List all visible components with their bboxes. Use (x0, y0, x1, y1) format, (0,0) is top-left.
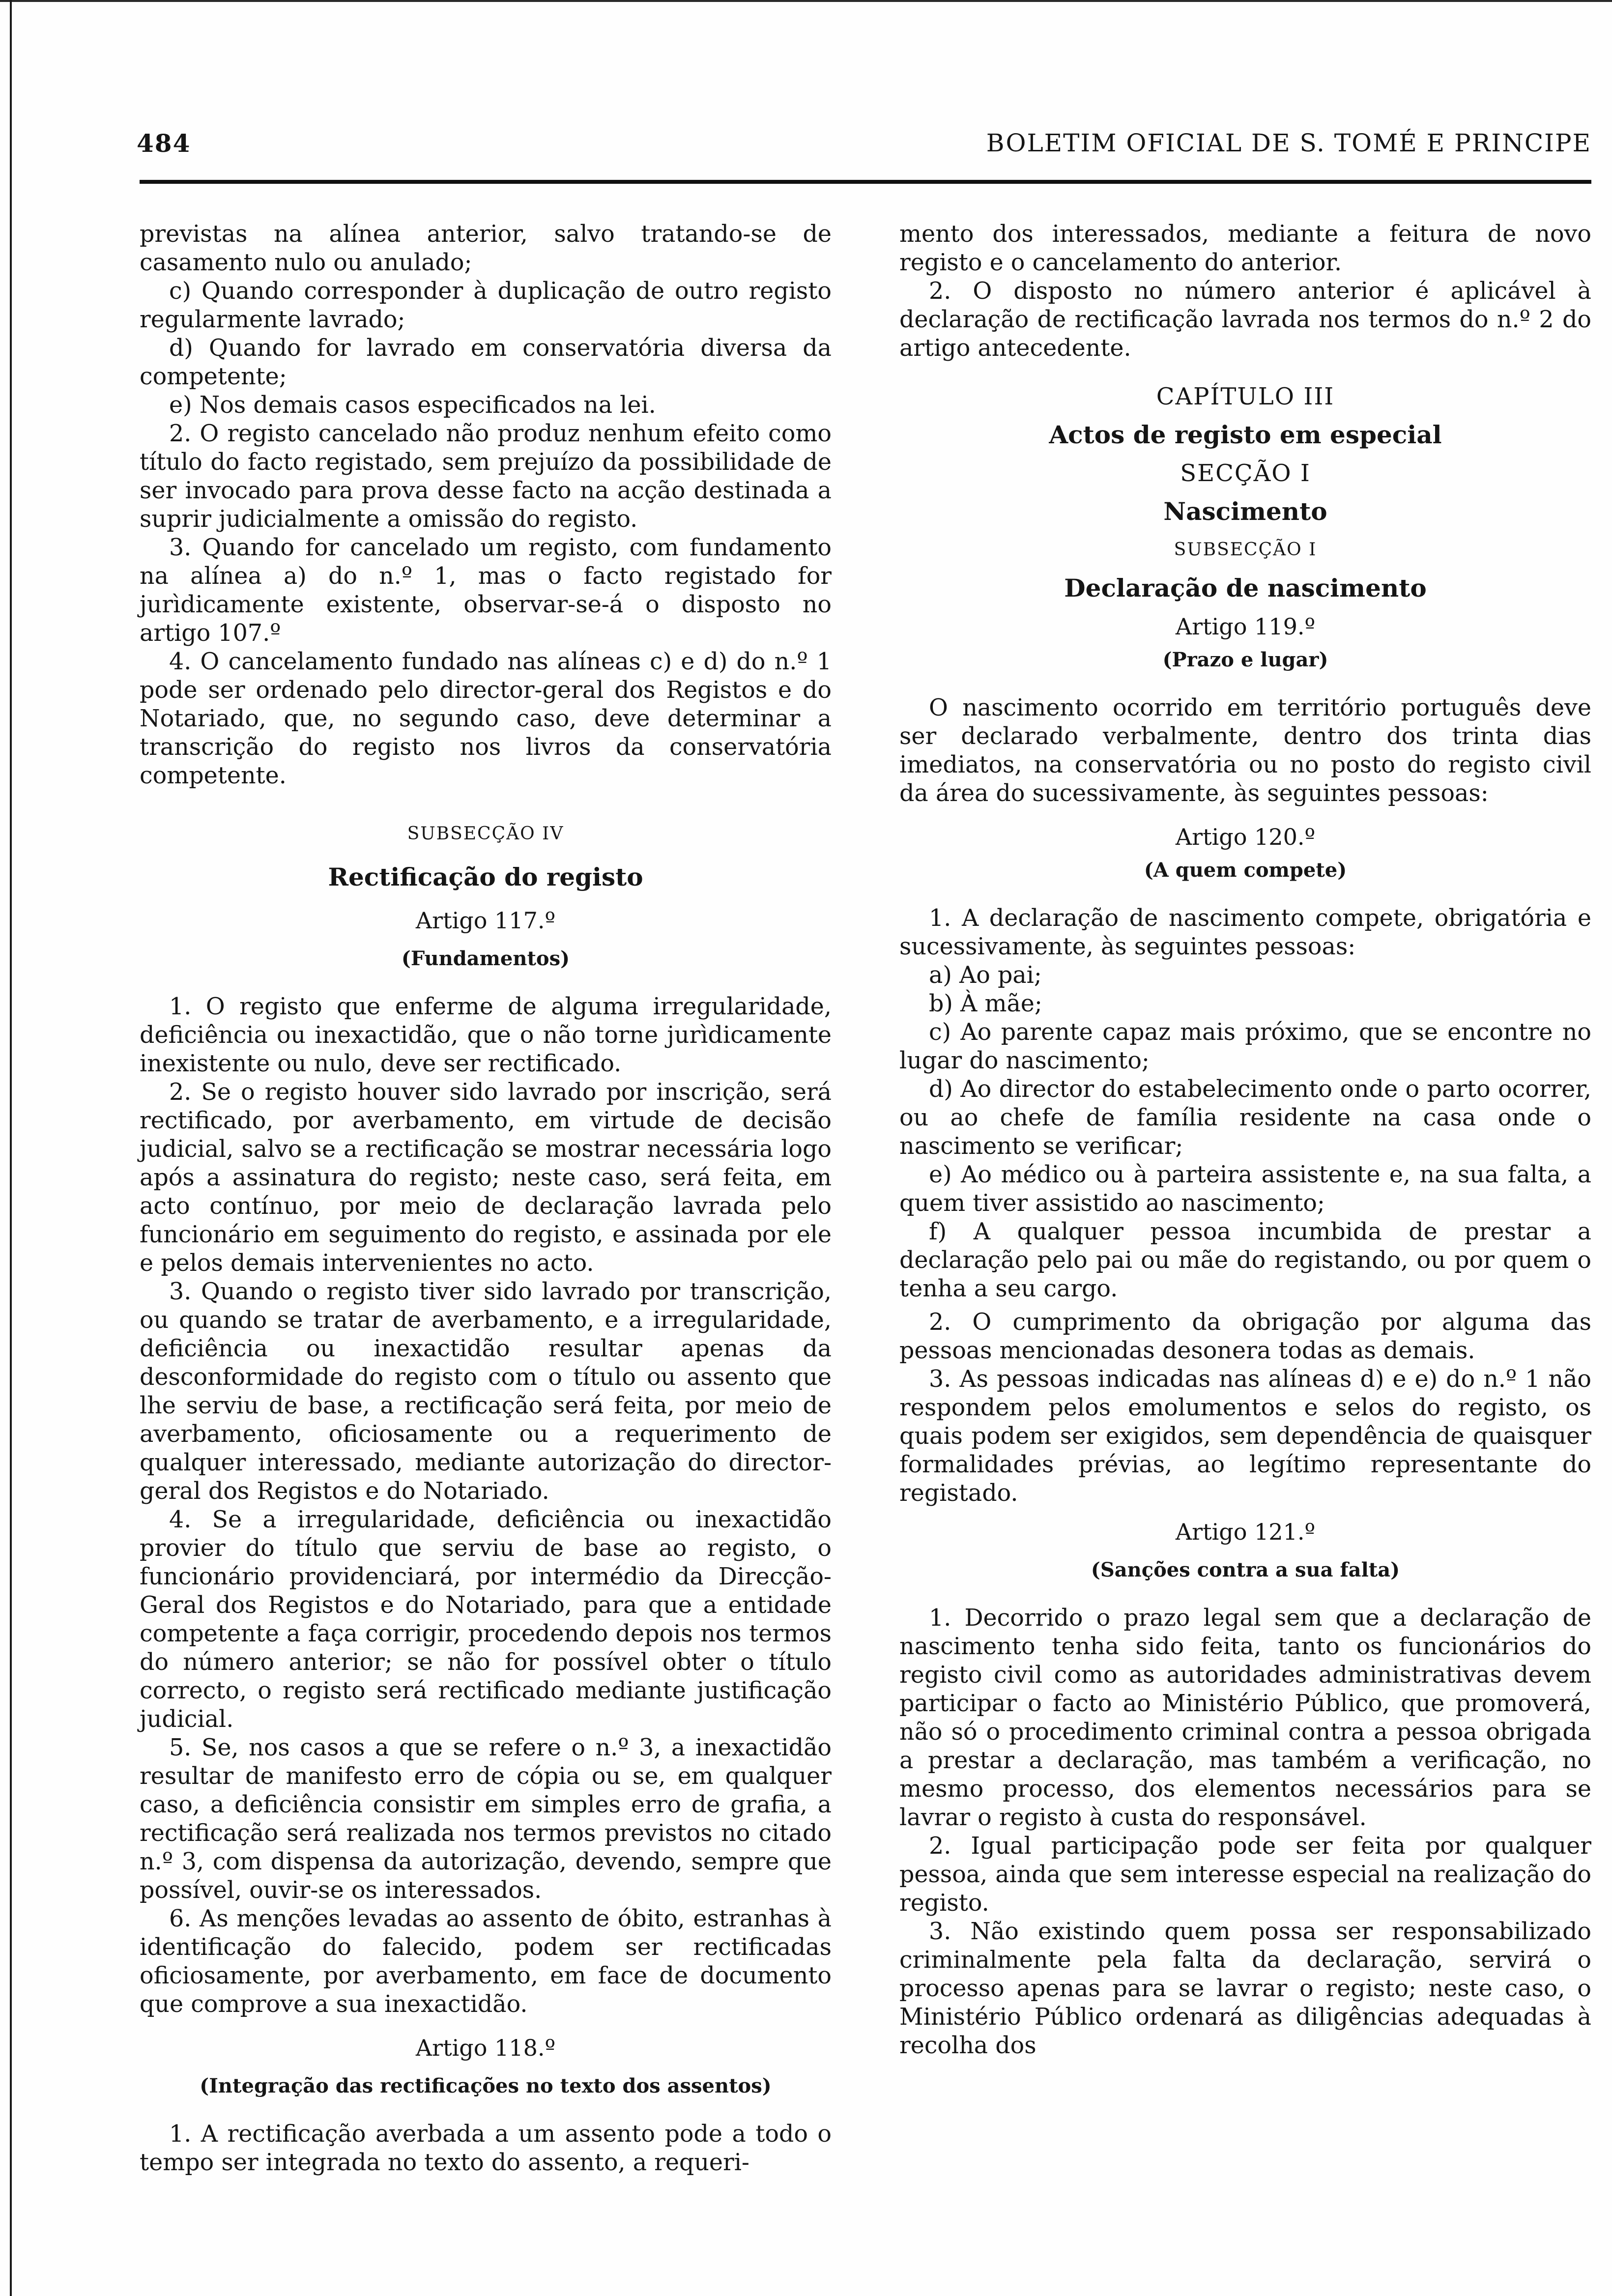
paragraph: c) Quando corresponder à duplicação de outro registo regularmente lavrado; (140, 278, 832, 333)
paragraph: 2. O registo cancelado não produz nenhum efeito como título do facto registado, sem prejuízo da possibilidade de ser invocado para prova desse facto na acção destinada a suprir judicialmente a omissão do registo. (140, 420, 832, 533)
paragraph: e) Nos demais casos especificados na lei. (169, 392, 656, 419)
subsection-label: SUBSECÇÃO IV (407, 824, 564, 844)
paragraph: 4. O cancelamento fundado nas alíneas c) e d) do n.º 1 pode ser ordenado pelo director-geral dos Registos e do Notariado, que, no segundo caso, deve determinar a transcrição do registo nos livros da conservatória competente. (140, 648, 832, 789)
right-column (899, 220, 1591, 2060)
paragraph: 1. A rectificação averbada a um assento pode a todo o tempo ser integrada no texto do assento, a requeri- (140, 2121, 832, 2176)
subsection-label: SUBSECÇÃO I (1174, 540, 1317, 560)
list-item: b) À mãe; (929, 990, 1042, 1017)
paragraph: 5. Se, nos casos a que se refere o n.º 3, a inexactidão resultar de manifesto erro de cópia ou se, em qualquer caso, a deficiência consistir em simples erro de grafia, a rectificação será realizada nos termos previstos no citado n.º 3, com dispensa da autorização, devendo, sempre que possível, ouvir-se os interessados. (140, 1734, 832, 1904)
left-column (140, 220, 832, 2177)
subsection-heading: Declaração de nascimento (1064, 574, 1427, 603)
paragraph: 2. Se o registo houver sido lavrado por inscrição, será rectificado, por averbamento, em virtude de decisão judicial, salvo se a rectificação se mostrar necessária logo após a assinatura do registo; neste caso, será feita, em acto contínuo, por meio de declaração lavrada pelo funcionário em seguimento do registo, e assinada por ele e pelos demais intervenientes no acto. (140, 1079, 832, 1277)
article-title: (A quem compete) (1144, 859, 1347, 882)
section-heading: Rectificação do registo (328, 862, 643, 891)
article-number: Artigo 120.º (1175, 824, 1316, 850)
article-title: (Prazo e lugar) (1162, 648, 1328, 671)
article-number: Artigo 121.º (1175, 1519, 1316, 1545)
section-label: SECÇÃO I (1180, 459, 1311, 487)
article-number: Artigo 118.º (415, 2035, 556, 2061)
list-item: e) Ao médico ou à parteira assistente e, na sua falta, a quem tiver assistido ao nascimento; (899, 1161, 1591, 1217)
article-number: Artigo 119.º (1175, 613, 1316, 640)
paragraph: O nascimento ocorrido em território português deve ser declarado verbalmente, dentro dos trinta dias imediatos, na conservatória ou no posto do registo civil da área do sucessivamente, às seguintes pessoas: (899, 694, 1591, 807)
paragraph: 1. O registo que enferme de alguma irregularidade, deficiência ou inexactidão, que o não torne jurìdicamente inexistente ou nulo, deve ser rectificado. (140, 993, 832, 1077)
chapter-label: CAPÍTULO III (1156, 383, 1335, 410)
paragraph: 4. Se a irregularidade, deficiência ou inexactidão provier do título que serviu de base ao registo, o funcionário providenciará, por intermédio da Direcção-Geral dos Registos e do Notariado, para que a entidade competente a faça corrigir, procedendo depois nos termos do número anterior; se não for possível obter o título correcto, o registo será rectificado mediante justificação judicial. (140, 1506, 832, 1733)
paragraph: 3. Quando o registo tiver sido lavrado por transcrição, ou quando se tratar de averbamento, e a irregularidade, deficiência ou inexactidão resultar apenas da desconformidade do registo com o título ou assento que lhe serviu de base, a rectificação será feita, por meio de averbamento, oficiosamente ou a requerimento de qualquer interessado, mediante autorização do director-geral dos Registos e do Notariado. (140, 1278, 832, 1505)
scan-edge-top (0, 0, 1612, 2)
paragraph: 3. Não existindo quem possa ser responsabilizado criminalmente pela falta da declaração, servirá o processo apenas para se lavrar o registo; neste caso, o Ministério Público ordenará as diligências adequadas à recolha dos (899, 1918, 1591, 2059)
paragraph: previstas na alínea anterior, salvo tratando-se de casamento nulo ou anulado; (140, 221, 832, 276)
paragraph: 1. A declaração de nascimento compete, obrigatória e sucessivamente, às seguintes pessoas: (899, 905, 1591, 960)
list-item: d) Ao director do estabelecimento onde o parto ocorrer, ou ao chefe de família residente na casa onde o nascimento se verificar; (899, 1076, 1591, 1160)
article-title: (Fundamentos) (401, 947, 570, 970)
list-item: f) A qualquer pessoa incumbida de prestar a declaração pelo pai ou mãe do registando, ou por quem o tenha a seu cargo. (899, 1218, 1591, 1302)
paragraph: d) Quando for lavrado em conservatória diversa da competente; (140, 335, 832, 390)
page-header (137, 129, 1591, 168)
paragraph: 2. O cumprimento da obrigação por alguma das pessoas mencionadas desonera todas as demais. (899, 1309, 1591, 1364)
chapter-heading: Actos de registo em especial (1049, 420, 1442, 449)
paragraph: 1. Decorrido o prazo legal sem que a declaração de nascimento tenha sido feita, tanto os funcionários do registo civil como as autoridades administrativas devem participar o facto ao Ministério Público, que promoverá, não só o procedimento criminal contra a pessoa obrigada a prestar a declaração, mas também a verificação, no mesmo processo, dos elementos necessários para se lavrar o registo à custa do responsável. (899, 1605, 1591, 1831)
paragraph: 3. Quando for cancelado um registo, com fundamento na alínea a) do n.º 1, mas o facto registado for jurìdicamente existente, observar-se-á o disposto no artigo 107.º (140, 534, 832, 647)
list-item: a) Ao pai; (929, 962, 1042, 989)
article-number: Artigo 117.º (415, 907, 556, 934)
paragraph: 6. As menções levadas ao assento de óbito, estranhas à identificação do falecido, podem ser rectificadas oficiosamente, por averbamento, em face de documento que comprove a sua inexactidão. (140, 1905, 832, 2018)
section-heading: Nascimento (1163, 497, 1327, 526)
publication-title: BOLETIM OFICIAL DE S. TOMÉ E PRINCIPE (986, 129, 1591, 157)
list-item: c) Ao parente capaz mais próximo, que se encontre no lugar do nascimento; (899, 1019, 1591, 1074)
paragraph: mento dos interessados, mediante a feitura de novo registo e o cancelamento do anterior. (899, 221, 1591, 276)
page-number: 484 (137, 129, 191, 158)
article-title: (Sanções contra a sua falta) (1091, 1558, 1400, 1581)
paragraph: 2. O disposto no número anterior é aplicável à declaração de rectificação lavrada nos termos do n.º 2 do artigo antecedente. (899, 278, 1591, 362)
paragraph: 3. As pessoas indicadas nas alíneas d) e e) do n.º 1 não respondem pelos emolumentos e selos do registo, os quais podem ser exigidos, sem dependência de quaisquer formalidades prévias, ao legítimo representante do registado. (899, 1366, 1591, 1507)
article-title: (Integração das rectificações no texto dos assentos) (200, 2074, 772, 2097)
header-rule (140, 180, 1591, 184)
scan-edge-left (10, 0, 12, 2296)
paragraph: 2. Igual participação pode ser feita por qualquer pessoa, ainda que sem interesse especial na realização do registo. (899, 1833, 1591, 1917)
